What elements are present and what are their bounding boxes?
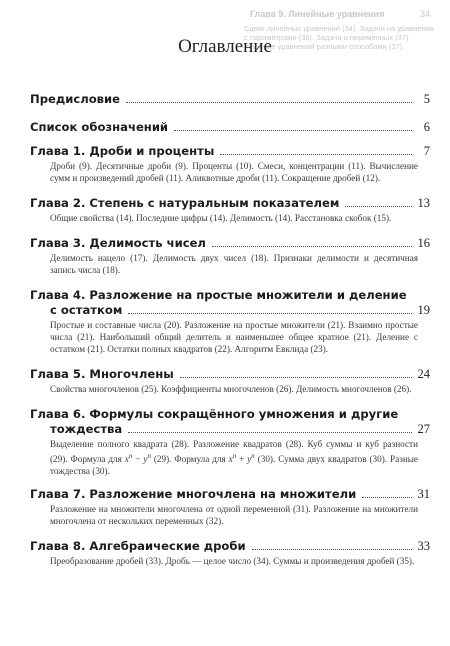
- toc-entry-title: Глава 1. Дроби и проценты: [30, 144, 215, 158]
- page-title: Оглавление: [178, 36, 272, 57]
- toc-entry-description: Преобразование дробей (33). Дробь — целое число (34). Суммы и произведения дробей (35).: [50, 556, 415, 567]
- dot-leader: [220, 154, 412, 155]
- description-text: Выделение полного квадрата (28). Разложение квадратов (28). Куб суммы и куб разности (29). Формула для: [50, 439, 418, 465]
- toc-entry-page: 13: [417, 196, 430, 210]
- toc-entry-title: Глава 5. Многочлены: [30, 367, 174, 381]
- toc-entry-title: Предисловие: [30, 92, 121, 106]
- toc-entry-title-continued: с остатком: [50, 303, 123, 317]
- toc-entry-chapter-7[interactable]: [30, 487, 430, 527]
- formula-x-n-minus-y-n: $x^n - y^n$: [124, 452, 151, 465]
- toc-entry-line: [30, 196, 430, 210]
- toc-entry-page: 27: [417, 422, 430, 436]
- toc-entry-title: Глава 7. Разложение многочлена на множители: [30, 487, 357, 502]
- dot-leader: [252, 549, 412, 550]
- toc-entry-chapter-1[interactable]: [30, 144, 430, 184]
- toc-entry-title-continued: тождества: [50, 422, 123, 436]
- toc-entry-title: Список обозначений: [30, 120, 169, 134]
- toc-entry-chapter-8[interactable]: [30, 539, 430, 567]
- table-of-contents: [30, 88, 430, 575]
- toc-entry-title: Глава 8. Алгебраические дроби: [30, 539, 246, 554]
- dot-leader: [174, 130, 412, 131]
- dot-leader: [212, 246, 412, 247]
- toc-entry-page: 31: [417, 487, 430, 502]
- dot-leader: [362, 497, 412, 498]
- description-text: (30). Сумма двух квадратов (30). Разные тождества (30).: [50, 454, 418, 477]
- toc-entry-description: Общие свойства (14). Последние цифры (14). Делимость (14). Расстановка скобок (15).: [50, 213, 392, 223]
- description-text: (29). Формула для: [150, 454, 229, 465]
- toc-entry-line: [30, 92, 430, 106]
- toc-entry-description: Делимость нацело (17). Делимость двух чисел (18). Признаки делимости и десятичная запись числа (18).: [50, 253, 418, 275]
- toc-entry-line: [30, 367, 430, 381]
- dot-leader: [128, 432, 412, 433]
- dot-leader: [345, 206, 412, 207]
- toc-entry-page: 16: [417, 236, 430, 250]
- toc-entry-preface[interactable]: [30, 92, 430, 106]
- toc-entry-page: 24: [417, 367, 430, 381]
- toc-entry-description: [30, 438, 430, 477]
- formula-x-n-plus-y-n: $x^n + y^n$: [228, 452, 255, 465]
- toc-entry-description: Свойства многочленов (25). Коэффициенты многочленов (26). Делимость многочленов (26).: [50, 384, 412, 394]
- dot-leader: [128, 313, 412, 314]
- toc-entry-line: [30, 120, 430, 134]
- bleed-page-number: 34: [419, 9, 430, 19]
- toc-entry-line: [30, 144, 430, 158]
- toc-entry-page: 7: [423, 144, 430, 158]
- toc-entry-title: Глава 3. Делимость чисел: [30, 236, 206, 250]
- toc-entry-chapter-6[interactable]: [30, 407, 430, 477]
- toc-entry-page: 5: [423, 92, 430, 106]
- bleed-body: Сдвиг линейных уравнений (34). Задачи на уравнения с параметрами (36). Задачи о переменных (37). Решение уравнений разными способами (37).: [244, 24, 434, 51]
- dot-leader: [126, 102, 412, 103]
- toc-entry-chapter-3[interactable]: [30, 236, 430, 276]
- toc-entry-page: 6: [423, 120, 430, 134]
- toc-entry-notation[interactable]: [30, 120, 430, 134]
- toc-entry-chapter-5[interactable]: [30, 367, 430, 395]
- toc-entry-page: 33: [417, 539, 430, 554]
- toc-entry-line: [30, 539, 430, 553]
- toc-entry-chapter-4[interactable]: [30, 288, 430, 355]
- toc-entry-description: Простые и составные числа (20). Разложение на простые множители (21). Взаимно простые числа (21). Наибольший общий делитель и наименьшее общее кратное (21). Деление с остатком (21). Остатки полных квадратов (22). Алгоритм Евклида (23).: [50, 320, 418, 354]
- toc-entry-line: [30, 422, 430, 436]
- toc-entry-line: [30, 487, 430, 501]
- toc-entry-line: [30, 303, 430, 317]
- toc-entry-title: Глава 4. Разложение на простые множители и деление: [30, 288, 407, 302]
- toc-entry-title: Глава 6. Формулы сокращённого умножения и другие: [30, 407, 399, 421]
- toc-entry-page: 19: [417, 303, 430, 317]
- toc-entry-description: Дроби (9). Десятичные дроби (9). Проценты (10). Смеси, концентрации (11). Вычисление сумм и произведений дробей (11). Аликвотные дроби (11). Сокращение дробей (12).: [50, 161, 418, 183]
- bleed-heading: Глава 9. Линейные уравнения: [250, 9, 385, 19]
- dot-leader: [180, 377, 412, 378]
- toc-entry-title: Глава 2. Степень с натуральным показателем: [30, 196, 340, 210]
- toc-entry-description: Разложение на множители многочлена от одной переменной (31). Разложение на множители многочлена от нескольких переменных (32).: [50, 504, 418, 527]
- toc-entry-chapter-2[interactable]: [30, 196, 430, 224]
- toc-entry-line: [30, 236, 430, 250]
